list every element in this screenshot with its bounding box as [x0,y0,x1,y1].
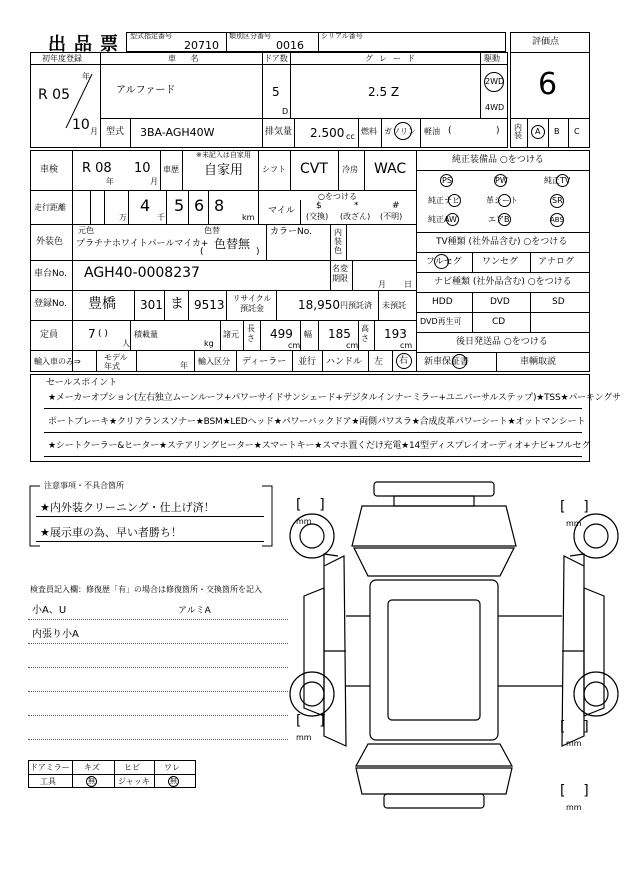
navi-sd: SD [552,297,565,307]
legend-crack: ヒビ [124,763,140,772]
tire-fl-mm: mm [296,517,312,526]
interior-grade-a: A [535,127,541,136]
original-color: プラチナホワイトパールマイカ+ [76,239,209,249]
legend-jack: ジャッキ [118,777,150,786]
form-no-label: 型式指定番号 [130,32,172,40]
legend-break: ワレ [164,763,180,772]
tire-fr-mm: mm [566,519,582,528]
length-label: 長さ [247,324,255,343]
header-code-box [126,32,506,52]
first-reg-year-unit: 年 [82,72,90,81]
mileage-digit-3: 6 [194,196,205,215]
navi-hdd: HDD [432,297,453,307]
capacity-unit: 人 [122,339,130,348]
equip-navi: 純正ナビ [428,196,460,205]
equip-airbag: エアB [488,215,510,224]
equip-title: 純正装備品 ○をつける [452,155,544,165]
tire-spare-mm: mm [566,803,582,812]
recycle-unpaid: 未預託 [382,301,406,310]
class-no: 0016 [276,39,304,52]
history-label: 車歴 [163,165,179,174]
fuel-gasoline: ガソリン [384,127,416,136]
navi-title: ナビ種類 (社外品含む) ○をつける [434,277,572,287]
equip-pw: PW [495,176,508,185]
equip-tv: 純正TV [544,176,571,185]
equip-sr: SR [552,196,563,205]
model-year-unit: 年 [180,361,188,370]
mileage-sen-unit: 千 [157,213,165,222]
length-value: 499 [270,327,293,341]
height-value: 193 [384,327,407,341]
model-year-label: モデル年式 [104,353,128,371]
door-d: D [282,107,289,116]
import-division-label: 輸入区分 [198,357,230,366]
mileage-label: 走行距離 [34,203,66,212]
tire-rr-bracket: [ ] [560,719,589,735]
mileage-exchange: $ [316,201,322,211]
name-change-day: 日 [404,280,412,289]
legend-jack-value: 無 [170,777,177,785]
form-title: 出品票 [48,34,126,55]
equip-aw: 純正AW [428,215,457,224]
interior-grade-b: B [554,127,560,136]
equip-leather: 革シート [486,196,518,205]
navi-dvd: DVD [490,297,510,307]
displacement: 2.500 [310,126,345,140]
mileage-exchange-label: (交換) [306,212,329,221]
width-label: 幅 [304,330,312,339]
model-label: 型式 [106,127,125,137]
grade-label: グレード [365,54,421,63]
mileage-unknown-label: (不明) [380,212,403,221]
interior-label: 内装 [514,123,522,140]
shift-value: CVT [300,161,328,177]
inspector-line-1a: 小A、U [32,605,67,616]
sales-points-label: セールスポイント [46,378,118,388]
legend-scratch: キズ [84,763,100,772]
inspector-line-1b: アルミA [178,606,211,616]
mileage-unknown: # [392,201,400,211]
tv-analog: アナログ [538,257,575,267]
mileage-hint: ○をつける [318,192,357,201]
recycle-label: リサイクル預託金 [232,294,272,313]
handle-right: 右 [399,356,409,366]
fuel-label: 燃料 [361,127,377,136]
mileage-tamper: * [354,201,359,211]
sales-line-1: ★メーカーオプション(左右独立ムーンルーフ+パワーサイドサンシェード+デジタルインナーミラー+ユニバーサルステップ)★TSS★パーキングサ [48,393,621,403]
history-note: ※未記入は自家用 [196,151,251,159]
name-change-month: 月 [378,280,386,289]
later-items-title: 後日発送品 ○をつける [456,337,548,347]
equip-ps: PS [442,176,452,185]
doors-label: ドア数 [264,54,288,63]
door-count: 5 [272,85,280,99]
capacity-value: 7 [88,327,96,341]
tire-fl-bracket: [ ] [296,497,325,513]
shift-label: シフト [262,165,286,174]
inspector-label: 検査員記入欄：修復歴「有」の場合は修復箇所・交換箇所を記入 [30,585,262,594]
car-name-label: 車 名 [168,54,205,63]
car-name: アルファード [116,85,176,96]
tire-rl-bracket: [ ] [296,713,325,729]
interior-color-label: 内装色 [334,228,342,255]
recycle-amount: 18,950 [298,298,340,312]
form-no: 20710 [184,39,219,52]
import-dealer: ディーラー [242,357,287,367]
mileage-man-unit: 万 [119,213,127,222]
legend-door-mirror: ドアミラー [30,763,70,772]
load-unit: kg [204,339,214,348]
legend-tools: 工具 [40,777,56,786]
displacement-unit: cc [346,132,355,141]
navi-dvd-play: DVD再生可 [420,317,462,326]
interior-grade-c: C [574,127,580,136]
width-value: 185 [328,327,351,341]
import-parallel: 並行 [298,357,317,367]
handle-label: ハンドル [326,357,363,367]
color-change-label: 色替 [204,226,220,235]
reg-region: 豊橋 [88,296,116,312]
mileage-digit-1: 4 [140,196,151,215]
class-no-label: 類別区分番号 [229,32,271,40]
rating-label: 評価点 [532,37,560,47]
mileage-digit-4: 8 [214,196,225,215]
tire-spare-bracket: [ ] [560,783,589,799]
displacement-label: 排気量 [265,127,293,137]
tire-fr-bracket: [ ] [560,499,589,515]
later-manual: 車輌取説 [520,357,557,367]
tire-rl-mm: mm [296,733,312,742]
load-label: 積載量 [134,330,158,339]
first-reg-label: 初年度登録 [42,54,82,63]
sales-line-2: ポートブレーキ★クリアランスソナー★BSM★LEDヘッド★パワーバックドア★両側パワスラ★合成皮革パワーシート★オットマンシート [48,417,586,427]
inspector-line-2: 内張り小A [32,629,79,640]
notes-bracket [26,478,286,558]
inspection-month-unit: 月 [150,177,158,186]
model: 3BA-AGH40W [140,126,215,139]
color-label: 外装色 [36,237,64,247]
recycle-unit: 円預託済 [340,301,372,310]
color-no-label: カラーNo. [270,227,312,237]
color-change: 色替無 [214,237,251,251]
reg-class-no: 301 [140,298,163,312]
original-color-label: 元色 [78,226,94,235]
equip-abs: ABS [550,216,564,224]
sales-line-3: ★シートクーラー&ヒーター★ステアリングヒーター★スマートキー★スマホ置くだけ充電★14型ディスプレイオーディオ+ナビ+フルセグ [48,441,591,451]
drive-2wd: 2WD [485,77,505,86]
mileage-mile: マイル [268,206,295,216]
drive-4wd: 4WD [485,103,505,112]
import-label: 輸入車のみ⇒ [34,357,81,366]
reg-kana: ま [170,296,184,312]
fuel-light-oil: 軽油 [424,127,440,136]
registration-label: 登録No. [34,299,67,309]
history-value: 自家用 [204,163,244,178]
tire-rr-mm: mm [566,739,582,748]
handle-left: 左 [374,357,384,367]
chassis-label: 車台No. [34,269,67,279]
inspection-month: 10 [134,161,151,176]
drive-label: 駆動 [484,54,500,63]
serial-label: シリアル番号 [321,32,363,40]
legend-tools-value: 無 [88,777,95,785]
mileage-tamper-label: (改ざん) [340,212,371,221]
navi-cd: CD [492,317,506,327]
size-label: 諸元 [223,330,239,339]
first-reg-era: R 05 [38,87,70,103]
inspection-year-unit: 年 [106,177,114,186]
chassis-no: AGH40-0008237 [84,265,200,281]
notes-line-1: ★内外装クリーニング・仕上げ済！ [40,501,215,514]
capacity-label: 定員 [40,330,59,340]
rating-value: 6 [538,67,558,102]
later-warranty: 新車保証書 [424,357,470,367]
tv-fullseg: フルセグ [426,257,462,267]
mileage-km-unit: km [242,213,255,222]
first-reg-month-unit: 月 [90,127,98,136]
ac-value: WAC [374,161,407,177]
grade: 2.5 Z [368,85,400,99]
reg-number: 9513 [194,298,225,312]
inspection-label: 車検 [40,165,59,175]
tv-oneseg: ワンセグ [482,257,519,267]
tv-title: TV種類 (社外品含む) ○をつける [436,237,568,247]
mileage-digit-2: 5 [174,196,185,215]
inspection-era: R 08 [82,161,112,176]
notes-label: 注意事項・不具合箇所 [44,481,124,490]
notes-line-2: ★展示車の為、早い者勝ち！ [40,526,182,539]
ac-label: 冷房 [342,165,358,174]
height-label: 高さ [361,324,369,343]
name-change-label: 名変期限 [332,264,348,283]
first-reg-month: 10 [72,117,90,133]
